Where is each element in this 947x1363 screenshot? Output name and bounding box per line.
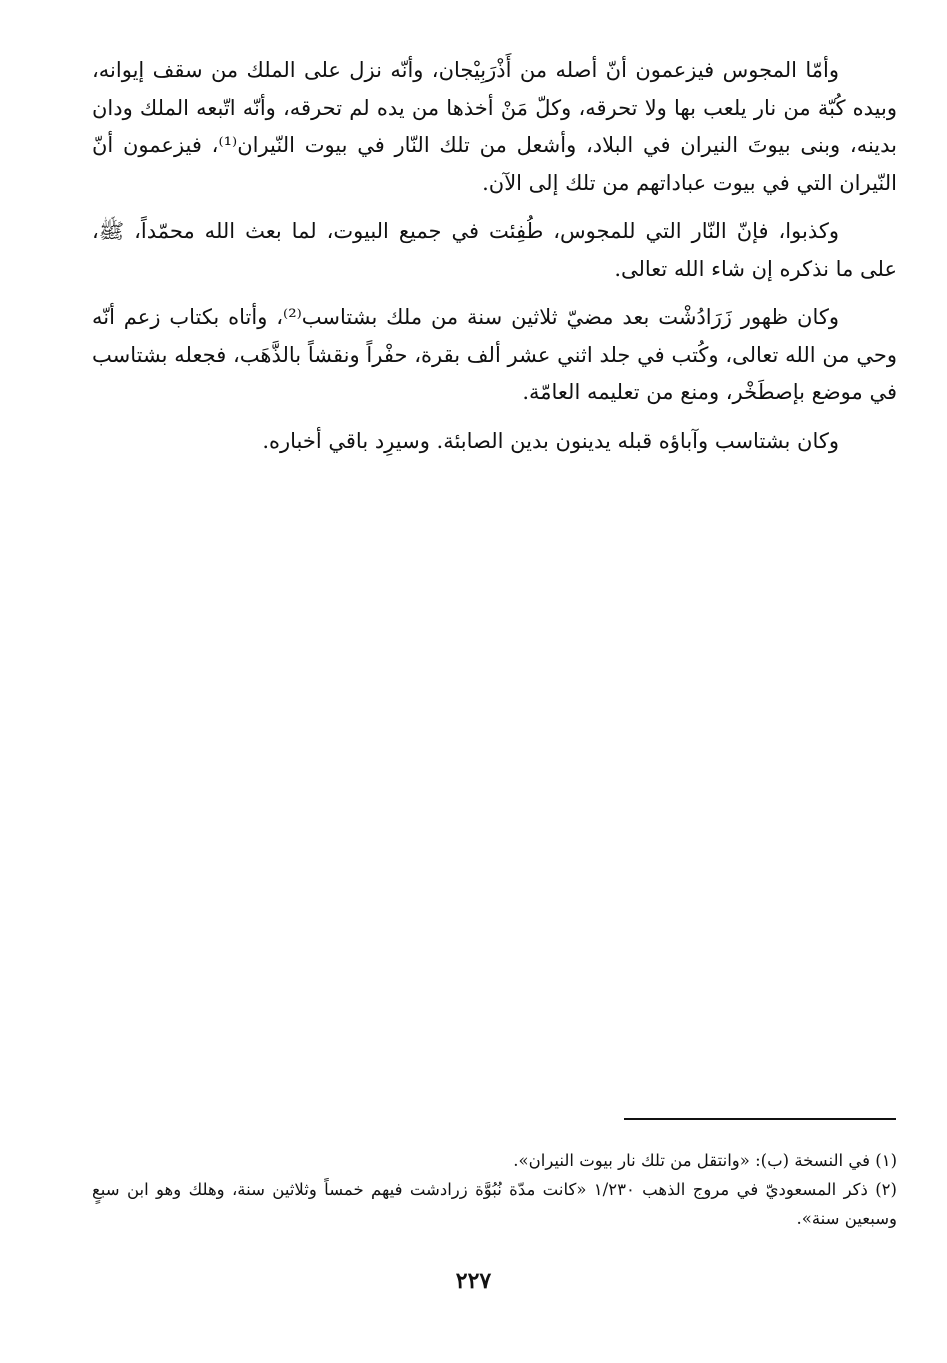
main-text-body (92, 52, 897, 460)
paragraph-refutation: وكذبوا، فإنّ النّار التي للمجوس، طُفِئت في جميع البيوت، لما بعث الله محمّداً، ﷺ، على ما نذكره إن شاء الله تعالى. (92, 219, 897, 281)
footnote-1: (١) في النسخة (ب): «وانتقل من تلك نار بيوت النيران». (513, 1151, 897, 1170)
page-number: ٢٢٧ (455, 1268, 492, 1294)
footnote-2: (٢) ذكر المسعوديّ في مروج الذهب ١/٢٣٠ «كانت مدّة نُبُوَّة زرادشت فيهم خمساً وثلاثين سنة، وهلك وهو ابن سبعٍ وسبعين سنة». (92, 1180, 897, 1228)
paragraph-magi-claims: وأمّا المجوس فيزعمون أنّ أصله من أَذْرَبِيْجان، وأنّه نزل على الملك من سقف إيوانه، وبيده كُبّة من نار يلعب بها ولا تحرقه، وكلّ مَنْ أخذها من يده لم تحرقه، وأنّه اتّبعه الملك ودان بدينه، وبنى بيوتَ النيران في البلاد، وأشعل من تلك النّار في بيوت النّيران⁽¹⁾، فيزعمون أنّ النّيران التي في بيوت عباداتهم من تلك إلى الآن. (92, 58, 897, 195)
footnotes-section (92, 1146, 897, 1233)
paragraph-zoroaster-appearance: وكان ظهور زَرَادُشْت بعد مضيّ ثلاثين سنة من ملك بشتاسب⁽²⁾، وأتاه بكتاب زعم أنّه وحي من الله تعالى، وكُتب في جلد اثني عشر ألف بقرة، حفْراً ونقشاً بالذَّهَب، فجعله بشتاسب في موضع بإصطَخْر، ومنع من تعليمه العامّة. (92, 305, 897, 404)
paragraph-bishtasb-sabians: وكان بشتاسب وآباؤه قبله يدينون بدين الصابئة. وسيرِد باقي أخباره. (262, 428, 839, 453)
footnote-separator (624, 1118, 896, 1120)
